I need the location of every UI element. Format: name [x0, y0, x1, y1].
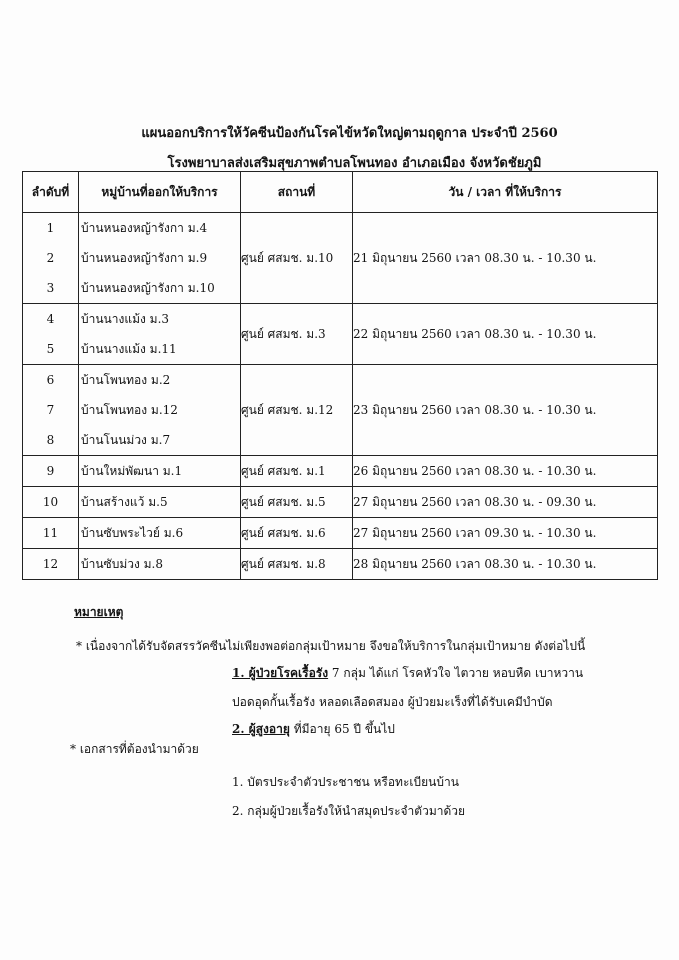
row-villages [79, 304, 241, 365]
document-subtitle: โรงพยาบาลส่งเสริมสุขภาพตำบลโพนทอง อำเภอเมือง จังหวัดชัยภูมิ [167, 156, 542, 171]
row-numbers [23, 365, 79, 456]
service-datetime: 26 มิถุนายน 2560 เวลา 08.30 น. - 10.30 น. [353, 456, 658, 487]
notes-item-1-continued: ปอดอุดกั้นเรื้อรัง หลอดเลือดสมอง ผู้ป่วยมะเร็งที่ได้รับเคมีบำบัด [232, 695, 553, 709]
service-datetime: 27 มิถุนายน 2560 เวลา 08.30 น. - 09.30 น. [353, 487, 658, 518]
service-place: ศูนย์ ศสมช. ม.12 [241, 365, 353, 456]
village-name: บ้านหนองหญ้ารังกา ม.4 [81, 221, 208, 235]
item-1-text: 7 กลุ่ม ได้แก่ โรคหัวใจ ไตวาย หอบหืด เบาหวาน [328, 666, 584, 680]
service-place: ศูนย์ ศสมช. ม.10 [241, 213, 353, 304]
row-numbers [23, 456, 79, 487]
service-datetime: 28 มิถุนายน 2560 เวลา 08.30 น. - 10.30 น. [353, 549, 658, 580]
village-name: บ้านหนองหญ้ารังกา ม.9 [81, 251, 208, 265]
service-place: ศูนย์ ศสมช. ม.1 [241, 456, 353, 487]
notes-item-1 [232, 664, 583, 683]
row-numbers [23, 304, 79, 365]
table-row [23, 487, 658, 518]
row-number: 6 [46, 373, 55, 387]
service-place: ศูนย์ ศสมช. ม.3 [241, 304, 353, 365]
row-number: 8 [46, 433, 55, 447]
table-row [23, 549, 658, 580]
village-name: บ้านสร้างแว้ ม.5 [81, 495, 168, 509]
row-number: 5 [46, 342, 55, 356]
document-item-2: 2. กลุ่มผู้ป่วยเรื้อรังให้นำสมุดประจำตัวมาด้วย [232, 804, 466, 818]
document-title: แผนออกบริการให้วัคซีนป้องกันโรคไข้หวัดใหญ่ตามฤดูกาล ประจำปี 2560 [141, 126, 558, 141]
header-village: หมู่บ้านที่ออกให้บริการ [79, 172, 241, 213]
service-place: ศูนย์ ศสมช. ม.8 [241, 549, 353, 580]
table-row [23, 213, 658, 304]
header-datetime: วัน / เวลา ที่ให้บริการ [353, 172, 658, 213]
service-datetime: 23 มิถุนายน 2560 เวลา 08.30 น. - 10.30 น. [353, 365, 658, 456]
row-villages [79, 213, 241, 304]
row-number: 1 [46, 221, 55, 235]
item-2-label: 2. ผู้สูงอายุ [232, 722, 290, 736]
service-datetime: 27 มิถุนายน 2560 เวลา 09.30 น. - 10.30 น. [353, 518, 658, 549]
village-name: บ้านโนนม่วง ม.7 [81, 433, 171, 447]
header-place: สถานที่ [241, 172, 353, 213]
row-numbers [23, 549, 79, 580]
item-1-label: 1. ผู้ป่วยโรคเรื้อรัง [232, 666, 329, 680]
row-villages [79, 549, 241, 580]
row-numbers [23, 518, 79, 549]
item-2-text: ที่มีอายุ 65 ปี ขึ้นไป [289, 722, 395, 736]
village-name: บ้านนางแม้ง ม.11 [81, 342, 177, 356]
service-datetime: 21 มิถุนายน 2560 เวลา 08.30 น. - 10.30 น. [353, 213, 658, 304]
row-numbers [23, 213, 79, 304]
row-number: 3 [46, 281, 55, 295]
row-number: 2 [46, 251, 55, 265]
header-no: ลำดับที่ [23, 172, 79, 213]
notes-reason: * เนื่องจากได้รับจัดสรรวัคซีนไม่เพียงพอต่อกลุ่มเป้าหมาย จึงขอให้บริการในกลุ่มเป้าหมาย ดังต่อไปนี้ [76, 639, 586, 653]
notes-item-2 [232, 720, 395, 739]
row-number: 12 [42, 557, 59, 571]
schedule-table [22, 171, 658, 580]
row-number: 11 [42, 526, 59, 540]
document-item-1: 1. บัตรประจำตัวประชาชน หรือทะเบียนบ้าน [232, 775, 459, 789]
village-name: บ้านหนองหญ้ารังกา ม.10 [81, 281, 215, 295]
village-name: บ้านซับม่วง ม.8 [81, 557, 164, 571]
table-row [23, 365, 658, 456]
village-name: บ้านใหม่พัฒนา ม.1 [81, 464, 183, 478]
service-place: ศูนย์ ศสมช. ม.6 [241, 518, 353, 549]
village-name: บ้านนางแม้ง ม.3 [81, 312, 170, 326]
row-number: 4 [46, 312, 55, 326]
village-name: บ้านซับพระไวย์ ม.6 [81, 526, 184, 540]
service-datetime: 22 มิถุนายน 2560 เวลา 08.30 น. - 10.30 น. [353, 304, 658, 365]
table-row [23, 518, 658, 549]
row-villages [79, 518, 241, 549]
service-place: ศูนย์ ศสมช. ม.5 [241, 487, 353, 518]
row-villages [79, 456, 241, 487]
row-villages [79, 365, 241, 456]
row-numbers [23, 487, 79, 518]
row-number: 9 [46, 464, 55, 478]
village-name: บ้านโพนทอง ม.12 [81, 403, 178, 417]
row-villages [79, 487, 241, 518]
documents-heading: * เอกสารที่ต้องนำมาด้วย [70, 742, 199, 756]
village-name: บ้านโพนทอง ม.2 [81, 373, 171, 387]
table-row [23, 304, 658, 365]
table-header-row [23, 172, 658, 213]
table-row [23, 456, 658, 487]
notes-heading: หมายเหตุ [74, 605, 124, 619]
row-number: 10 [42, 495, 59, 509]
row-number: 7 [46, 403, 55, 417]
